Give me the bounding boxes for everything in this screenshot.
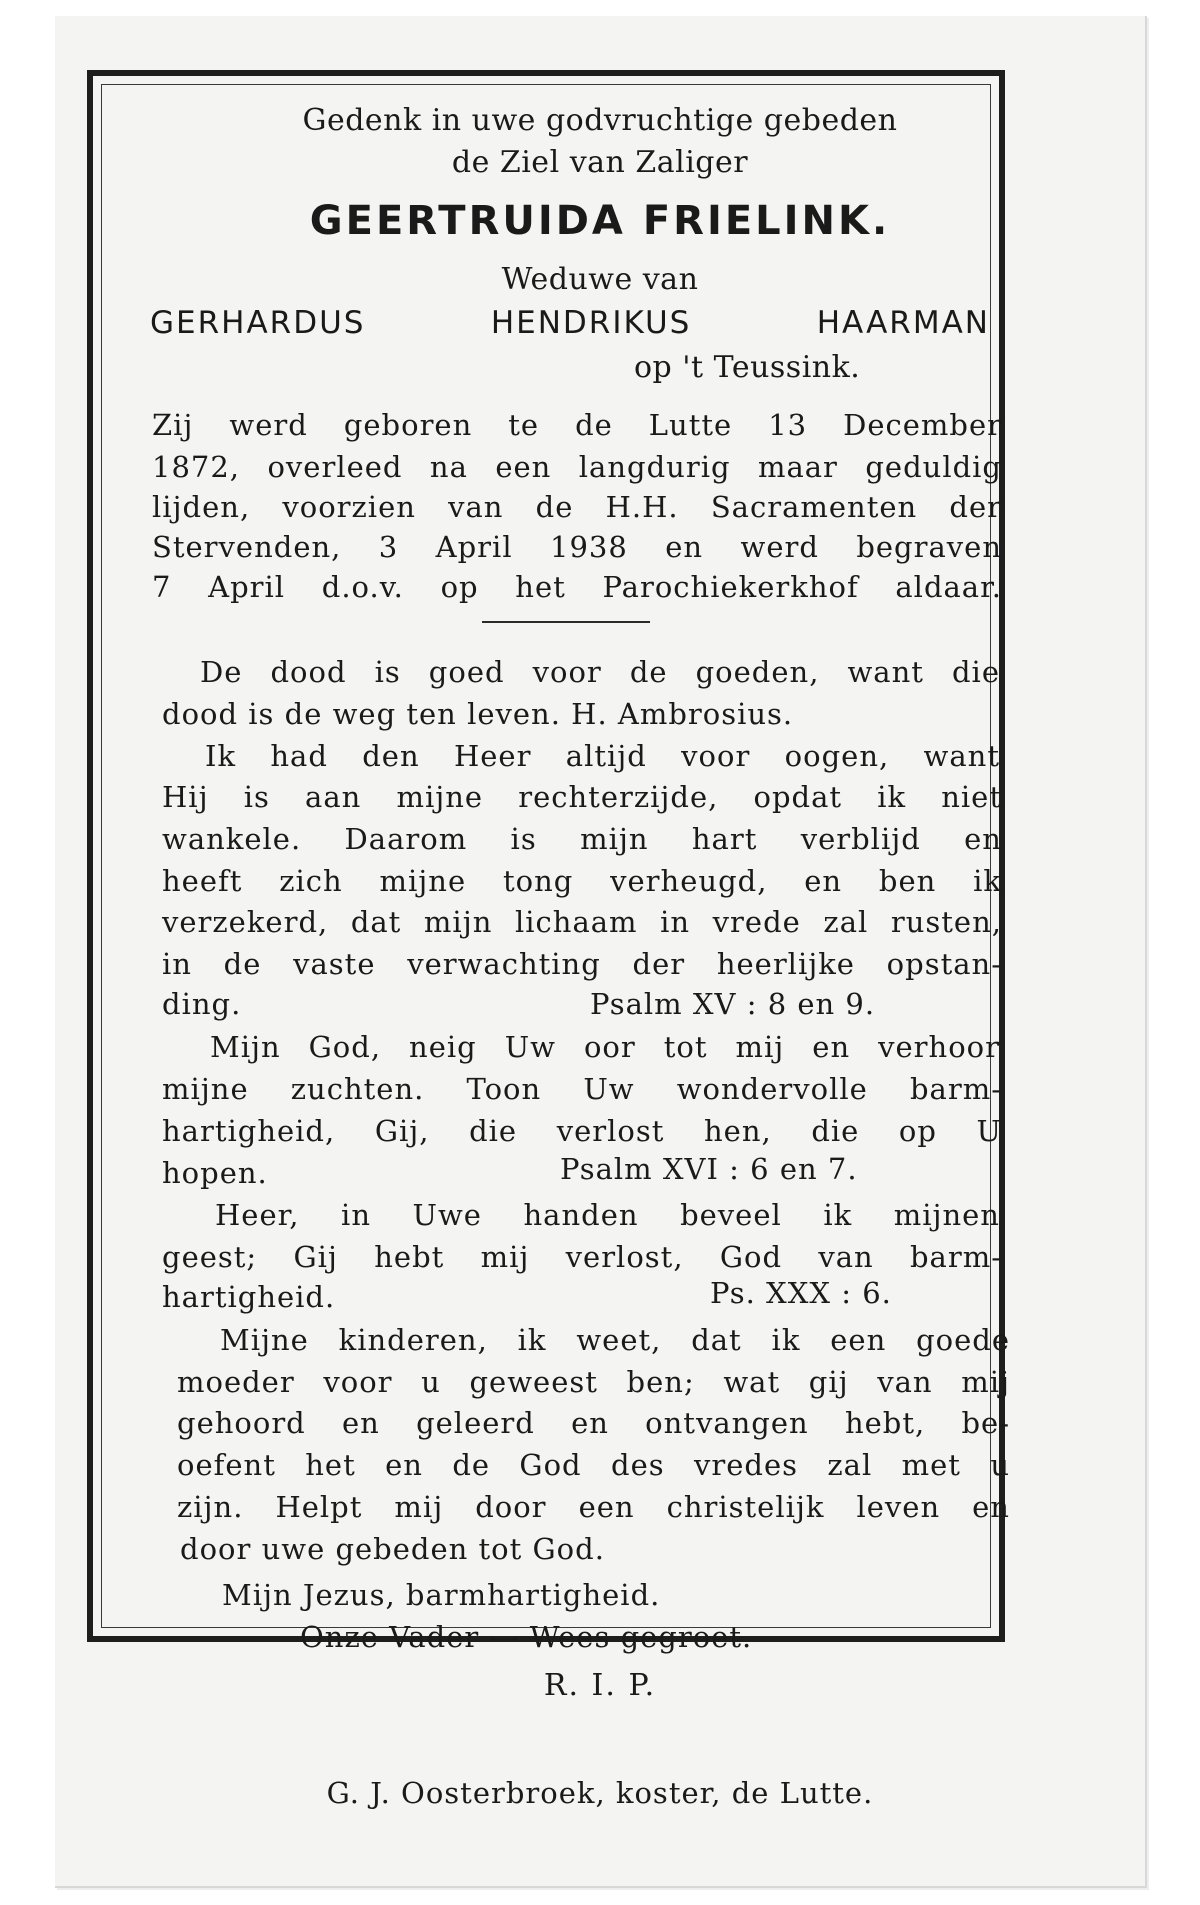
quote3-reference: Psalm XVI : 6 en 7.: [560, 1152, 858, 1186]
quote4-reference: Ps. XXX : 6.: [710, 1276, 892, 1310]
quote4-line-3: hartigheid.: [162, 1280, 336, 1314]
bio-line-4: Stervenden, 3 April 1938 en werd begraven: [152, 530, 1002, 564]
bio-line-2: 1872, overleed na een langdurig maar geduldig: [152, 450, 1002, 484]
quote5-line-4: oefent het en de God des vredes zal met u: [177, 1448, 1010, 1482]
quote2-line-7: ding.: [162, 987, 242, 1021]
quote1-line-1: De dood is goed voor de goeden, want die: [200, 655, 1000, 689]
husband-name: GERHARDUS HENDRIKUS HAARMAN: [150, 305, 990, 341]
intro-line-1: Gedenk in uwe godvruchtige gebeden: [302, 103, 898, 138]
quote3-line-4: hopen.: [162, 1156, 268, 1190]
quote4-line-2: geest; Gij hebt mij verlost, God van barm-: [162, 1240, 1002, 1274]
quote2-line-4: heeft zich mijne tong verheugd, en ben ik: [162, 864, 1002, 898]
quote3-line-2: mijne zuchten. Toon Uw wondervolle barm-: [162, 1072, 1002, 1106]
quote5-line-3: gehoord en geleerd en ontvangen hebt, be-: [177, 1406, 1010, 1440]
widow-label: Weduwe van: [501, 262, 699, 297]
quote5-line-1: Mijne kinderen, ik weet, dat ik een goede: [220, 1323, 1010, 1357]
bio-line-5: 7 April d.o.v. op het Parochiekerkhof aldaar.: [152, 570, 1002, 604]
intro-line-2: de Ziel van Zaliger: [451, 145, 749, 180]
bio-line-1: Zij werd geboren te de Lutte 13 December: [152, 408, 1002, 442]
deceased-name: GEERTRUIDA FRIELINK.: [309, 198, 891, 244]
quote1-line-2: dood is de weg ten leven. H. Ambrosius.: [162, 697, 794, 731]
quote2-line-3: wankele. Daarom is mijn hart verblijd en: [162, 822, 1002, 856]
quote2-line-6: in de vaste verwachting der heerlijke opstan-: [162, 947, 1002, 981]
quote3-line-1: Mijn God, neig Uw oor tot mij en verhoor: [210, 1030, 1000, 1064]
closing-prayer-1: Mijn Jezus, barmhartigheid.: [222, 1578, 661, 1612]
rip-text: R. I. P.: [543, 1668, 657, 1703]
quote5-line-6: door uwe gebeden tot God.: [180, 1532, 605, 1566]
quote2-line-2: Hij is aan mijne rechterzijde, opdat ik niet: [162, 780, 1002, 814]
quote3-line-3: hartigheid, Gij, die verlost hen, die op U: [162, 1114, 1002, 1148]
quote2-reference: Psalm XV : 8 en 9.: [590, 987, 876, 1021]
closing-prayer-2: Onze Vader — Wees gegroet.: [300, 1620, 753, 1654]
quote5-line-2: moeder voor u geweest ben; wat gij van mij: [177, 1365, 1010, 1399]
quote2-line-5: verzekerd, dat mijn lichaam in vrede zal rusten,: [162, 905, 1002, 939]
quote5-line-5: zijn. Helpt mij door een christelijk leven en: [177, 1490, 1010, 1524]
quote2-line-1: Ik had den Heer altijd voor oogen, want: [205, 739, 1000, 773]
husband-place: op 't Teussink.: [634, 350, 861, 385]
printer-credit: G. J. Oosterbroek, koster, de Lutte.: [326, 1776, 874, 1810]
section-divider: [482, 621, 650, 623]
quote4-line-1: Heer, in Uwe handen beveel ik mijnen: [215, 1198, 1000, 1232]
bio-line-3: lijden, voorzien van de H.H. Sacramenten der: [152, 490, 1002, 524]
